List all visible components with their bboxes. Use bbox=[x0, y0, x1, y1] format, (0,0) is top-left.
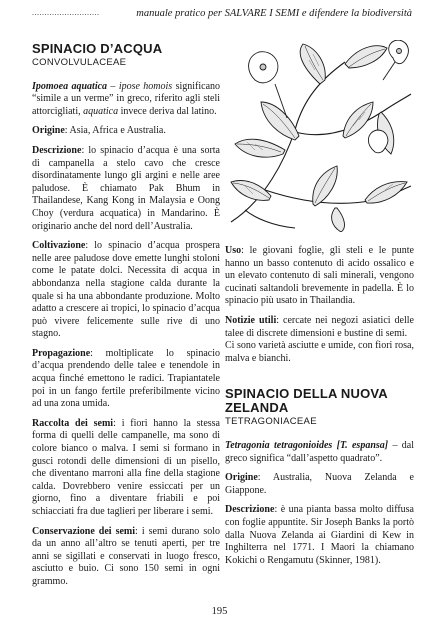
running-header bbox=[32, 8, 412, 24]
species-synonym: ipose homois bbox=[118, 80, 173, 92]
right-column bbox=[225, 245, 414, 574]
left-column bbox=[32, 42, 220, 596]
conservazione-paragraph: Conservazione dei semi: i semi durano solo da un anno all’altro se tenuti aperti, per tre anni se sigillati e conservati in luogo fresco, asciutto e buio. Ci sono 150 semi in ogni grammo. bbox=[32, 525, 220, 587]
section-heading-spinacio-acqua: SPINACIO D’ACQUA bbox=[32, 41, 163, 56]
species-term: aquatica bbox=[83, 105, 119, 117]
page-number: 195 bbox=[211, 606, 228, 617]
uso-paragraph: Uso: le giovani foglie, gli steli e le punte hanno un basso contenuto di acido ossalico e un elevato contenuto di sali minerali, vengono cucinati saltandoli brevemente in padella. È lo spinacio più usato in Thailandia. bbox=[225, 245, 414, 307]
coltivazione-paragraph: Coltivazione: lo spinacio d’acqua prospera nelle aree paludose dove emette lunghi stoloni come le patate dolci. Necessita di acqua in abbondanza nella stagione calda durante la quale si ha una abbondante produzione. Molto adatto a crescere ai tropici, lo spinacio d’acqua può vivere felicemente sulle rive di uno stagno. bbox=[32, 240, 220, 340]
species-name: Tetragonia tetragonioides [T. espansa] bbox=[225, 439, 389, 451]
conservazione-label: Conservazione dei semi bbox=[32, 525, 136, 537]
section-heading-spinacio-nuova-zelanda: SPINACIO DELLA NUOVA ZELANDA bbox=[225, 386, 388, 416]
descrizione-paragraph: Descrizione: lo spinacio d’acqua è una sorta di campanella a stelo cavo che cresce disordinatamente lungo gli argini e nelle aree paludose. È chiamato Pak Bhum in Thailandese, Kang Kong in Malaysia e Oong Choy (verdura acquatica) in Mandarino. È originario anche del nord dell’Australia. bbox=[32, 144, 220, 232]
propagazione-paragraph: Propagazione: moltiplicate lo spinacio d’acqua prendendo delle talee e tenendole in acqua finché emettono le radici. Trapiantatele poi in un fango fertile preferibilmente vicino ad una zona umida. bbox=[32, 347, 220, 410]
species-name: Ipomoea aquatica bbox=[32, 80, 108, 92]
varieta-paragraph: Ci sono varietà asciutte e umide, con fiori rosa, malva e bianchi. bbox=[225, 340, 414, 364]
origine-paragraph: Origine: Australia, Nuova Zelanda e Giappone. bbox=[225, 472, 414, 496]
descrizione-label: Descrizione bbox=[32, 144, 82, 156]
raccolta-paragraph: Raccolta dei semi: i fiori hanno la stessa forma di quelli delle campanelle, ma sono di colore bianco o malva. I semi si formano in gusci rotondi delle dimensioni di un pisello, che diventano marroni alla fine della stagione calda. Dovrebbero venire essiccati per un giorno, fino a diventare friabili e poi schiacciati fra due taglieri per liberare i semi. bbox=[32, 417, 220, 517]
origine-label: Origine bbox=[32, 125, 65, 137]
water-spinach-illustration bbox=[225, 40, 413, 232]
species-paragraph: Ipomoea aquatica – ipose homois significano “simile a un verme” in greco, riferito agli steli attorcigliati, aquatica invece deriva dal latino. bbox=[32, 80, 221, 117]
uso-label: Uso bbox=[225, 245, 242, 256]
origine-label: Origine bbox=[225, 472, 258, 484]
descrizione-label: Descrizione bbox=[225, 504, 275, 516]
family-name: CONVOLVULACEAE bbox=[32, 57, 127, 68]
notizie-paragraph: Notizie utili: cercate nei negozi asiatici delle talee di discrete dimensioni e bustine di semi. bbox=[225, 314, 414, 339]
notizie-label: Notizie utili bbox=[225, 314, 277, 326]
descrizione-paragraph: Descrizione: è una pianta bassa molto diffusa con foglie appuntite. Sir Joseph Banks la portò dalla Nuova Zelanda ai Giardini di Kew in Inghilterra nel 1771. I Maori la chiamano Kokichi o Rengamutu (Skinner, 1981). bbox=[225, 504, 414, 566]
coltivazione-label: Coltivazione bbox=[32, 240, 86, 252]
propagazione-label: Propagazione bbox=[32, 347, 91, 359]
header-dotted-leader: ........................... bbox=[32, 8, 100, 17]
family-name: TETRAGONIACEAE bbox=[225, 416, 317, 428]
species-paragraph: Tetragonia tetragonioides [T. espansa] – dal greco significa “dall’aspetto quadrato”. bbox=[225, 439, 415, 464]
raccolta-label: Raccolta dei semi bbox=[32, 417, 114, 429]
header-title: manuale pratico per SALVARE I SEMI e difendere la biodiversità bbox=[136, 8, 412, 19]
origine-paragraph: Origine: Asia, Africa e Australia. bbox=[32, 125, 166, 137]
